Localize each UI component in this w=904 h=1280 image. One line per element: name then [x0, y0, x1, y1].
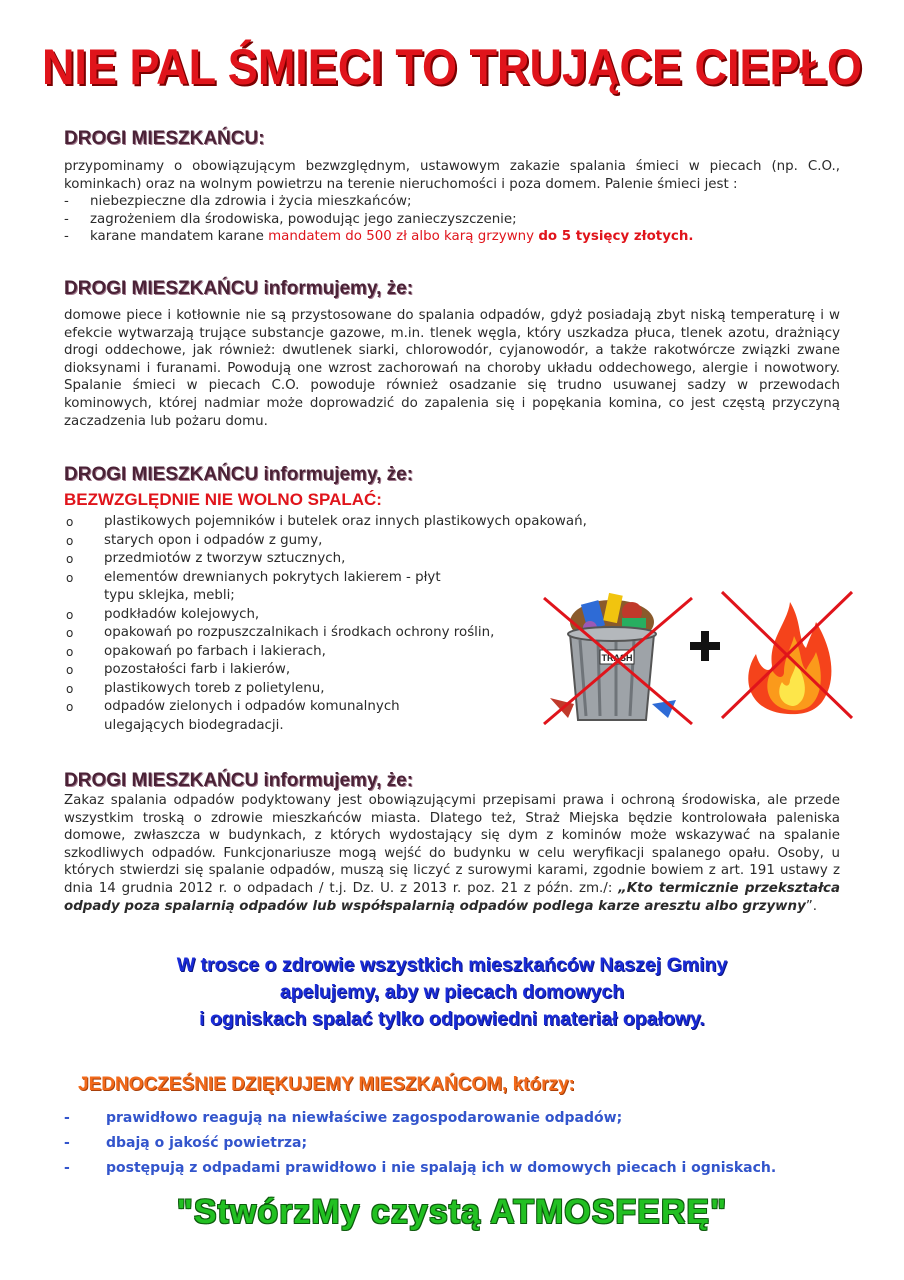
penalty-prefix: karane mandatem karane: [90, 229, 269, 245]
list-item: [64, 228, 840, 246]
section4-body: [64, 792, 840, 915]
appeal-line-2: apelujemy, aby w piecach domowych: [279, 981, 625, 1003]
page-title: NIE PAL ŚMIECI TO TRUJĄCE CIEPŁO: [41, 38, 863, 96]
appeal-line-1: W trosce o zdrowie wszystkich mieszkańców Naszej Gminy: [176, 954, 728, 976]
list-item: - postępują z odpadami prawidłowo i nie spalają ich w domowych piecach i ogniskach.: [64, 1156, 864, 1181]
thanks-list-wrap: [64, 1106, 864, 1181]
plus-icon: [690, 631, 720, 661]
appeal-line-3: i ogniskach spalać tylko odpowiedni materiał opałowy.: [199, 1008, 705, 1030]
list-item: o opakowań po farbach i lakierach,: [64, 643, 504, 662]
section4-heading: DROGI MIESZKAŃCU informujemy, że:: [64, 770, 414, 791]
thanks-heading: JEDNOCZEŚNIE DZIĘKUJEMY MIESZKAŃCOM, którzy:: [78, 1074, 575, 1095]
law-quote: „Kto termicznie przekształca odpady poza spalarnią odpadów lub współspalarnią odpadów podlega karze aresztu albo grzywny: [64, 880, 840, 914]
list-item: - dbają o jakość powietrza;: [64, 1131, 864, 1156]
section1-body: [64, 158, 840, 246]
forbidden-list-wrap: [64, 513, 587, 735]
slogan: "StwórzMy czystą ATMOSFERĘ": [176, 1193, 728, 1231]
list-item: o przedmiotów z tworzyw sztucznych,: [64, 550, 504, 569]
section2-heading: DROGI MIESZKAŃCU informujemy, że:: [64, 278, 414, 299]
section1-heading: DROGI MIESZKAŃCU:: [64, 128, 265, 149]
penalty-amount: do 5 tysięcy złotych.: [538, 229, 694, 245]
list-item: o opakowań po rozpuszczalnikach i środkach ochrony roślin,: [64, 624, 504, 643]
list-item: - niebezpieczne dla zdrowia i życia mieszkańców;: [64, 193, 840, 211]
list-item: o elementów drewnianych pokrytych lakierem - płyt typu sklejka, mebli;: [64, 569, 444, 606]
section1-list: [64, 193, 840, 246]
list-item: o plastikowych toreb z polietylenu,: [64, 680, 504, 699]
list-item: o plastikowych pojemników i butelek oraz innych plastikowych opakowań,: [64, 513, 504, 532]
list-item: - zagrożeniem dla środowiska, powodując jego zanieczyszczenie;: [64, 211, 840, 229]
list-item: o pozostałości farb i lakierów,: [64, 661, 504, 680]
list-item: o podkładów kolejowych,: [64, 606, 504, 625]
section3-heading: DROGI MIESZKAŃCU informujemy, że:: [64, 464, 414, 485]
law-quote-end: ”.: [805, 898, 818, 914]
forbidden-list: [64, 513, 587, 735]
section3-subheading: BEZWZGLĘDNIE NIE WOLNO SPALAĆ:: [64, 490, 382, 509]
section1-intro: przypominamy o obowiązującym bezwzględnym, ustawowym zakazie spalania śmieci w piecach (np. C.O., kominkach) oraz na wolnym powietrzu na terenie nieruchomości i poza domem. Palenie śmieci jest :: [64, 159, 840, 192]
list-item: - prawidłowo reagują na niewłaściwe zagospodarowanie odpadów;: [64, 1106, 864, 1131]
list-item: o starych opon i odpadów z gumy,: [64, 532, 504, 551]
section4-text: Zakaz spalania odpadów podyktowany jest obowiązującymi przepisami prawa i ochroną środowiska, ale przede wszystkim troską o zdrowie mieszkańców miasta. Dlatego też, Straż Miejska będzie kontrolowała paleniska domowe, zwłaszcza w budynkach, z których wydostający się dym z kominów może wskazywać na spalanie szkodliwych odpadów. Funkcjonariusze mogą wejść do budynku w celu weryfikacji spalanego opału. Osoby, u których stwierdzi się spalanie odpadów, muszą się liczyć z surowymi karami, zgodnie bowiem z art. 191 ustawy z dnia 14 grudnia 2012 r. o odpadach / t.j. Dz. U. z 2013 r. poz. 21 z późn. zm./:: [64, 793, 840, 896]
thanks-list: [64, 1106, 864, 1181]
trash-label: TRASH: [601, 653, 633, 663]
list-item: o odpadów zielonych i odpadów komunalnych ulegających biodegradacji.: [64, 698, 484, 735]
penalty-red: mandatem do 500 zł albo karą grzywny: [268, 229, 539, 245]
no-burning-illustration: [540, 578, 858, 726]
section2-body: domowe piece i kotłownie nie są przystosowane do spalania odpadów, gdyż posiadają zbyt niską temperaturę i w efekcie wytwarzają trujące substancje gazowe, m.in. tlenek węgla, który uszkadza płuca, tlenek azotu, drażniący drogi oddechowe, jak również: dwutlenek siarki, chlorowodór, cyjanowodór, a także rakotwórcze związki zwane dioksynami i furanami. Powodują one wzrost zachorowań na choroby układu oddechowego, alergie i nowotwory. Spalanie śmieci w piecach C.O. powoduje również osadzanie się trudno usuwanej sadzy w przewodach kominowych, której nadmiar może doprowadzić do zapalenia się i popękania komina, co jest częstą przyczyną zaczadzenia lub pożaru domu.: [64, 308, 840, 429]
